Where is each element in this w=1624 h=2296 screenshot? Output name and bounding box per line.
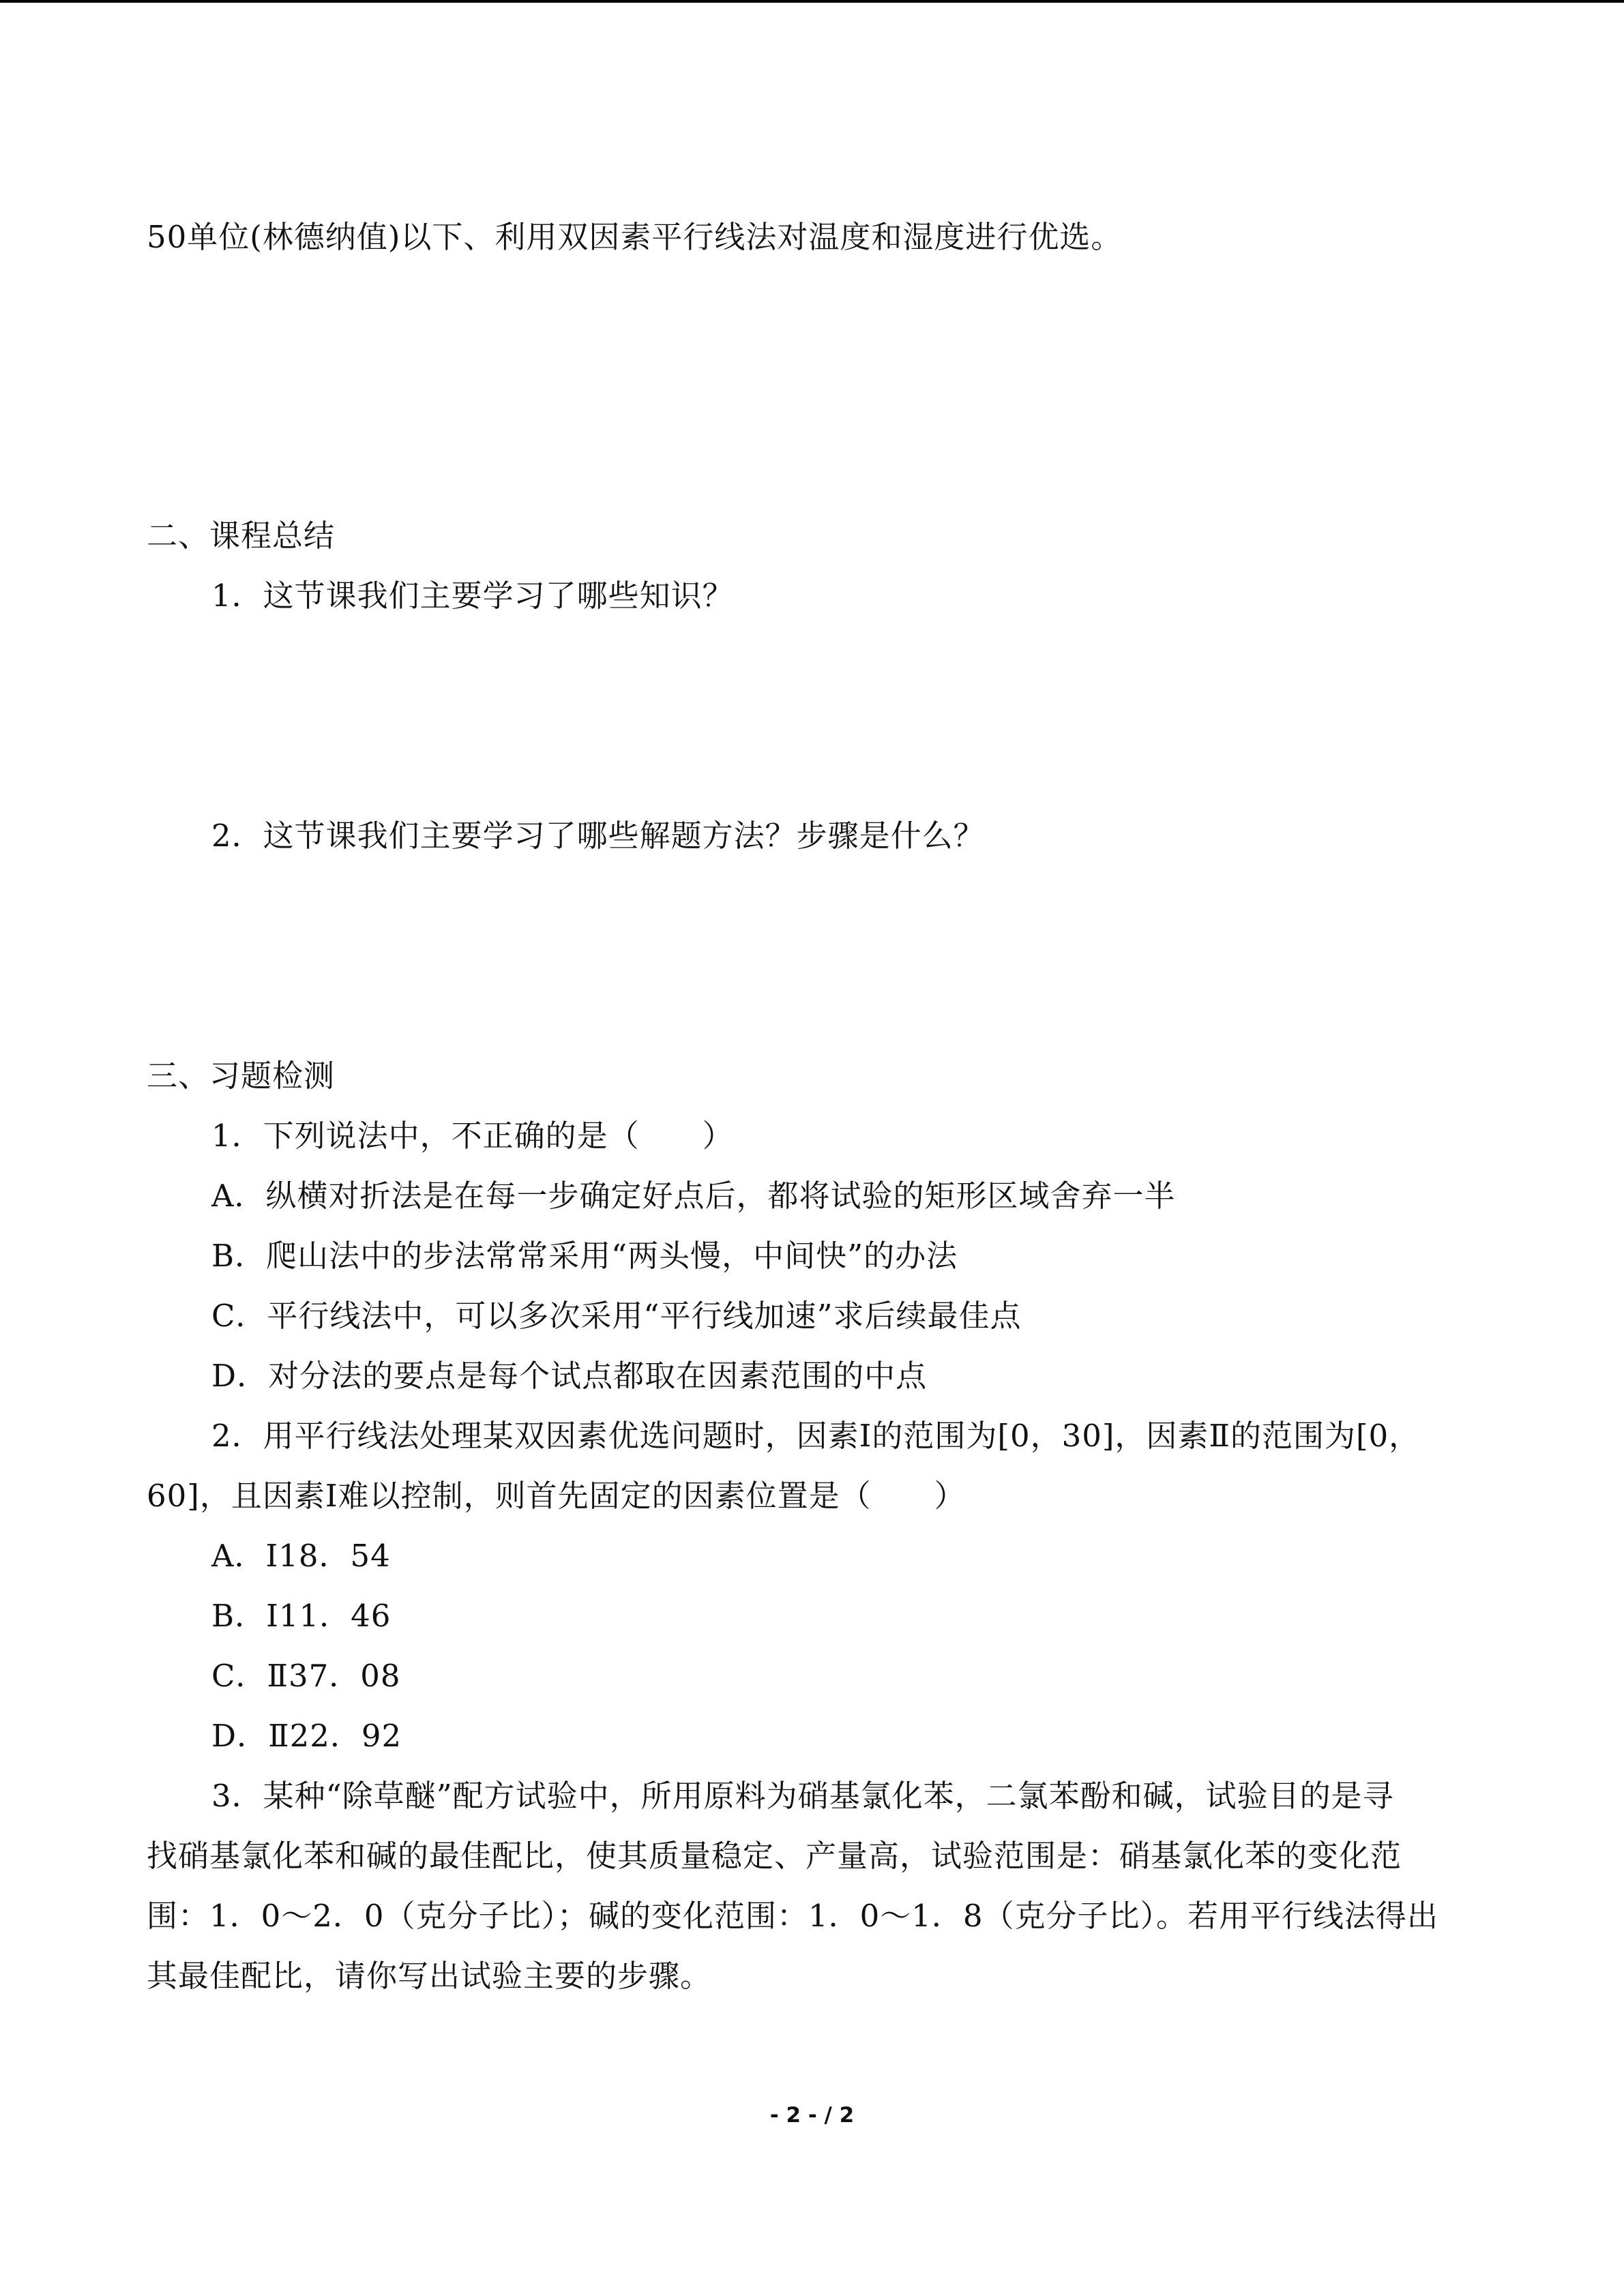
top-border-rule	[0, 0, 1624, 3]
exercise-1-option-b: B．爬山法中的步法常常采用“两头慢，中间快”的办法	[211, 1238, 958, 1274]
exercise-1-option-c: C．平行线法中，可以多次采用“平行线加速”求后续最佳点	[211, 1298, 1022, 1334]
exercise-1-option-a: A．纵横对折法是在每一步确定好点后，都将试验的矩形区域舍弃一半	[211, 1178, 1176, 1214]
exercise-1-option-d: D．对分法的要点是每个试点都取在因素范围的中点	[211, 1358, 928, 1394]
continuation-text: 50单位(林德纳值)以下、利用双因素平行线法对温度和湿度进行优选。	[147, 219, 1123, 255]
exercise-2-option-c: C．Ⅱ37．08	[211, 1658, 401, 1694]
exercise-2-stem-line-1: 2．用平行线法处理某双因素优选问题时，因素Ⅰ的范围为[0，30]，因素Ⅱ的范围为[0，	[211, 1418, 1421, 1454]
exercise-3-line-3: 围：1．0～2．0（克分子比）；碱的变化范围：1．0～1．8（克分子比）。若用平行线法得出	[147, 1898, 1439, 1934]
page-number: - 2 - / 2	[769, 2103, 855, 2128]
exercise-2-stem-line-2: 60]，且因素Ⅰ难以控制，则首先固定的因素位置是（ ）	[147, 1478, 966, 1514]
exercise-2-option-b: B．Ⅰ11．46	[211, 1598, 392, 1634]
exercise-3-line-4: 其最佳配比，请你写出试验主要的步骤。	[147, 1958, 712, 1994]
exercise-2-option-d: D．Ⅱ22．92	[211, 1718, 402, 1754]
section-heading-exercises: 三、习题检测	[147, 1058, 336, 1094]
summary-question-2: 2．这节课我们主要学习了哪些解题方法？步骤是什么？	[211, 818, 985, 854]
summary-question-1: 1．这节课我们主要学习了哪些知识？	[211, 578, 734, 614]
exercise-1-stem: 1．下列说法中，不正确的是（ ）	[211, 1118, 734, 1154]
exercise-3-line-1: 3．某种“除草醚”配方试验中，所用原料为硝基氯化苯，二氯苯酚和碱，试验目的是寻	[211, 1778, 1394, 1814]
exercise-2-option-a: A．Ⅰ18．54	[211, 1538, 391, 1574]
exercise-3-line-2: 找硝基氯化苯和碱的最佳配比，使其质量稳定、产量高，试验范围是：硝基氯化苯的变化范	[147, 1838, 1402, 1874]
section-heading-summary: 二、课程总结	[147, 518, 336, 554]
